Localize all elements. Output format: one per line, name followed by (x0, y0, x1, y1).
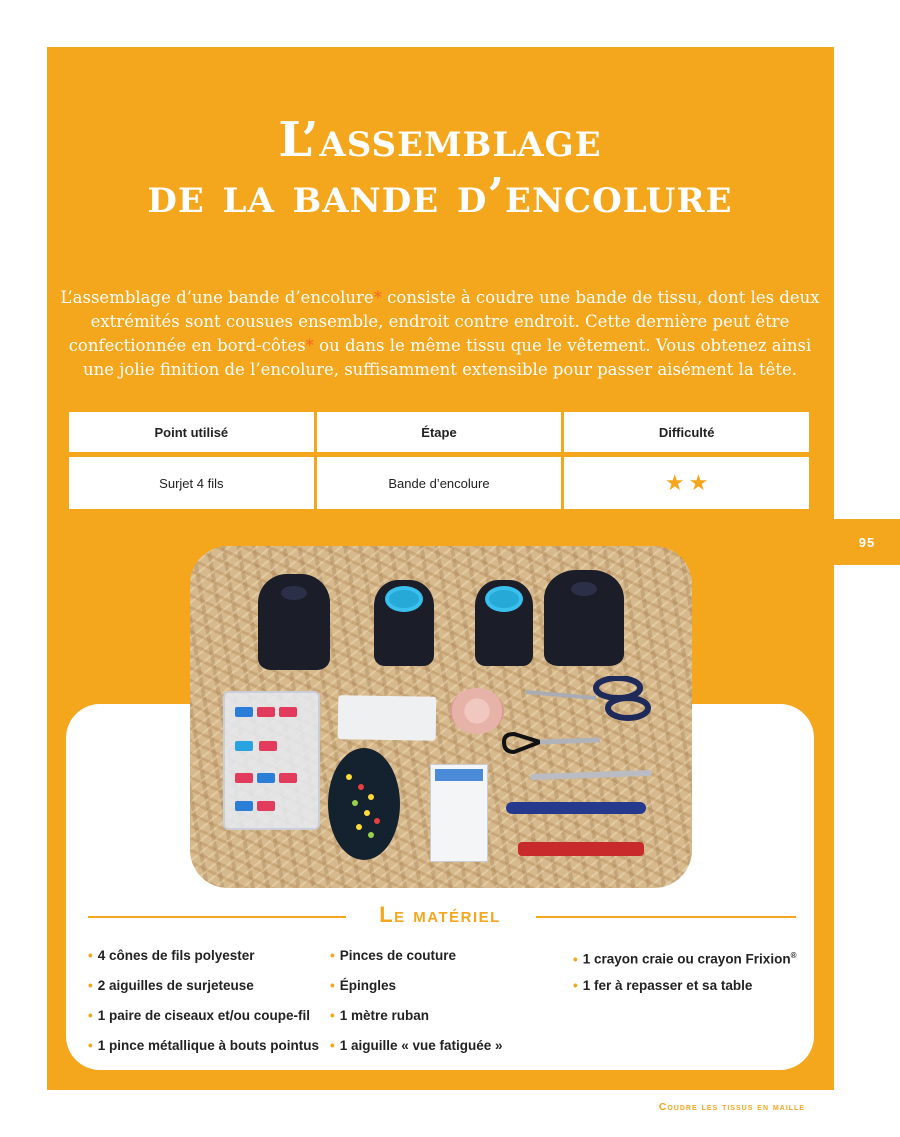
scissors-icon (526, 676, 656, 722)
header-point: Point utilisé (69, 412, 314, 452)
chalk-pencil (518, 842, 644, 856)
table-header-row (69, 412, 809, 452)
footer-running-title: Coudre les tissus en maille (658, 1101, 805, 1113)
intro-text-3: ou dans le même tissu que le vêtement. Vous obtenez ainsi une jolie finition de l’encolure, suffisamment extensible pour passer aisément la tête. (83, 336, 812, 379)
intro-paragraph (60, 286, 820, 382)
list-item: • 2 aiguilles de surjeteuse (88, 975, 319, 1005)
sewing-clips-box (223, 691, 320, 830)
list-item: • Pinces de couture (330, 945, 503, 975)
asterisk-1: * (373, 288, 382, 307)
materials-photo (190, 546, 692, 888)
list-item (573, 945, 796, 975)
thread-cone (475, 580, 533, 666)
asterisk-2: * (305, 336, 314, 355)
tweezers (530, 770, 652, 780)
frixion-pen (506, 802, 646, 814)
thread-clipper-icon (500, 732, 604, 756)
materials-list-col2 (330, 945, 503, 1065)
list-item: • 1 mètre ruban (330, 1005, 503, 1035)
materials-heading: Le matériel (379, 902, 501, 927)
list-item-text: 1 crayon craie ou crayon Frixion (582, 951, 791, 967)
star-icon: ★ (688, 470, 709, 495)
header-etape: Étape (317, 412, 562, 452)
materials-list-col1 (88, 945, 319, 1065)
needle-pack (430, 764, 488, 862)
list-item: • 1 paire de ciseaux et/ou coupe-fil (88, 1005, 319, 1035)
materials-list-col3 (573, 945, 796, 1005)
intro-text-1: L’assemblage d’une bande d’encolure (60, 288, 374, 307)
list-item: • 1 fer à repasser et sa table (573, 975, 796, 1005)
list-item: • 1 aiguille « vue fatiguée » (330, 1035, 503, 1065)
thread-cone (258, 574, 330, 670)
table-row (69, 457, 809, 509)
cell-point: Surjet 4 fils (69, 457, 314, 509)
title-line-1: L’assemblage (278, 112, 602, 168)
pin-tray (328, 748, 400, 860)
sewing-gauge-ruler (338, 695, 437, 741)
page-title (0, 112, 880, 224)
header-difficulte: Difficulté (564, 412, 809, 452)
heading-rule-right (536, 916, 796, 918)
thread-cone (374, 580, 434, 666)
info-table (66, 412, 812, 509)
star-icon: ★ (664, 470, 685, 495)
cell-etape: Bande d’encolure (317, 457, 562, 509)
measuring-tape (450, 688, 504, 734)
title-line-2: de la bande d’encolure (147, 168, 733, 224)
intro-text-2: consiste à coudre une bande de tissu, dont les deux extrémités sont cousues ensemble, endroit contre endroit. Cette dernière peut être confectionnée en bord-côtes (68, 288, 820, 355)
list-item: • 4 cônes de fils polyester (88, 945, 319, 975)
list-item: • Épingles (330, 975, 503, 1005)
list-item: • 1 pince métallique à bouts pointus (88, 1035, 319, 1065)
registered-mark: ® (790, 951, 797, 960)
cell-difficulty (564, 457, 809, 509)
page-number-tab: 95 (834, 519, 900, 565)
thread-cone (544, 570, 624, 666)
